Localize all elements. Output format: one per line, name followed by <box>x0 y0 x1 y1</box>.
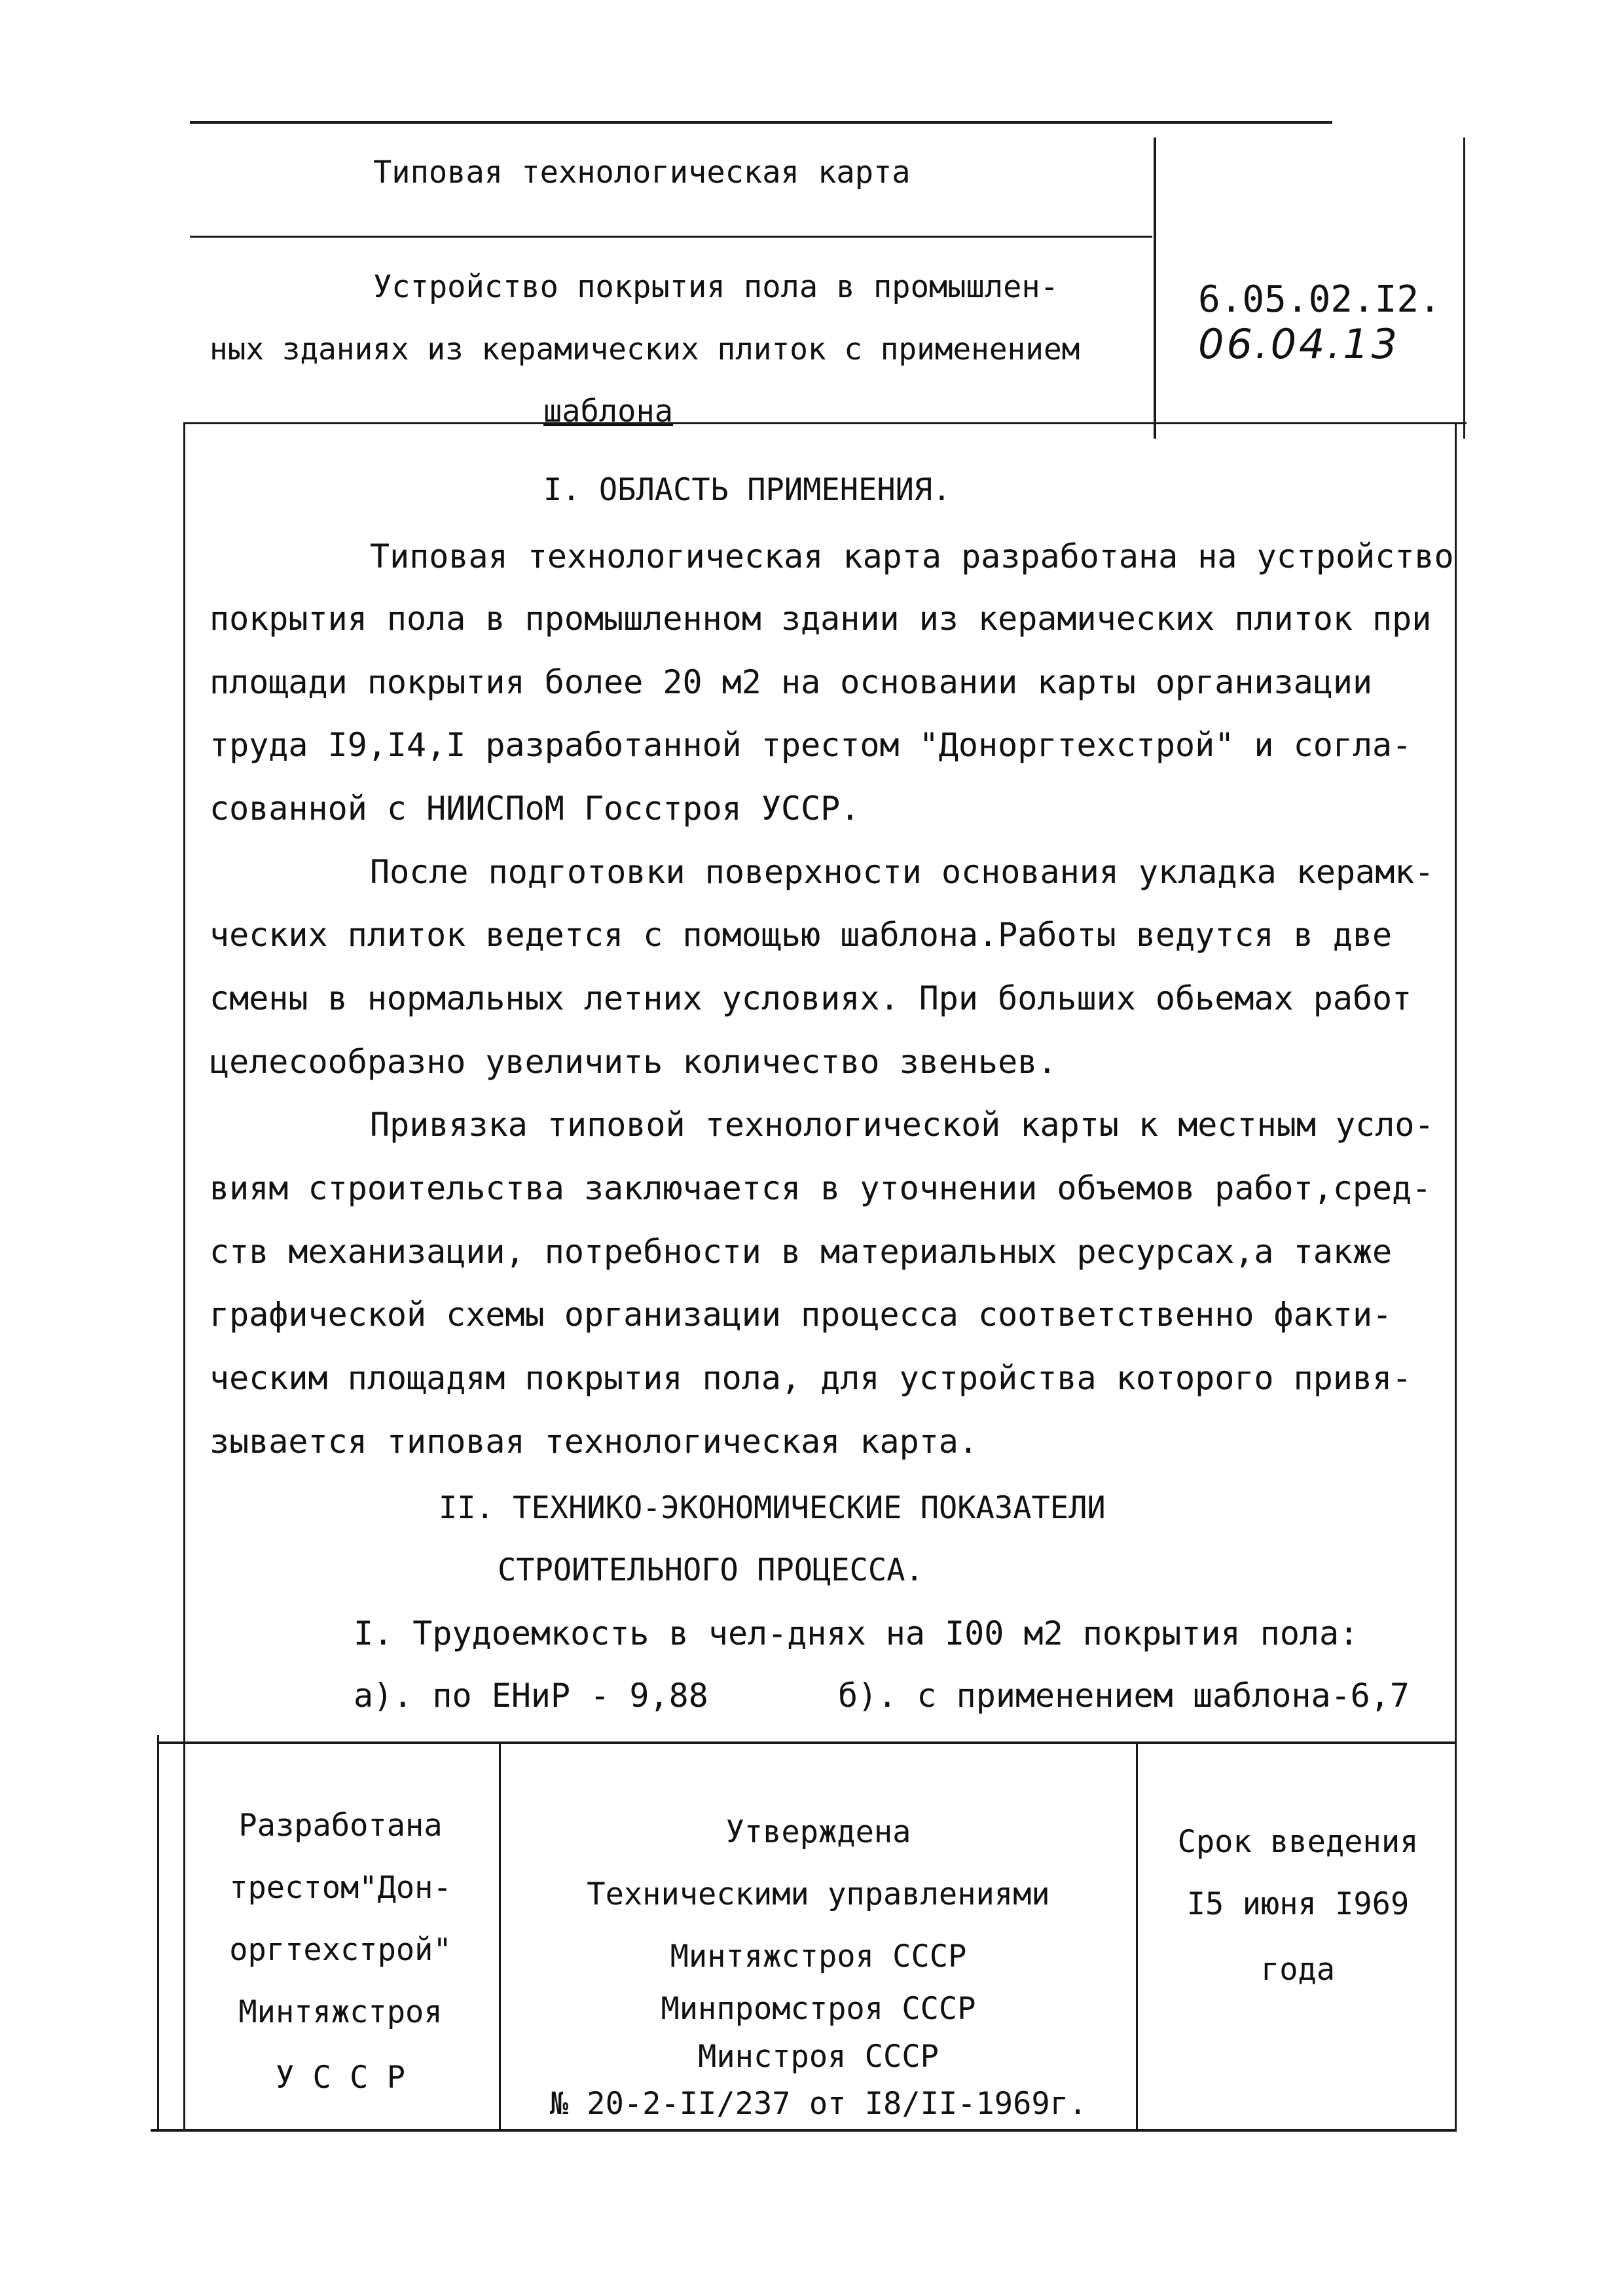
approved-by-line: Техническими управлениями <box>587 1876 1050 1912</box>
developed-by-line: трестом"Дон- <box>229 1870 452 1906</box>
section1-heading: I. ОБЛАСТЬ ПРИМЕНЕНИЯ. <box>543 472 951 508</box>
approved-by-line: Минстроя СССР <box>698 2039 939 2075</box>
subject-line-1: Устройство покрытия пола в промышлен- <box>373 269 1059 305</box>
developed-by-line: У С С Р <box>275 2060 406 2096</box>
developed-by-line: Разработана <box>238 1808 443 1844</box>
footer-divider-2 <box>1136 1743 1138 2130</box>
header-rule-2 <box>183 422 1467 424</box>
top-border <box>190 121 1332 124</box>
left-border-main <box>157 1735 159 2131</box>
section1-line: ческим площадям покрытия пола, для устройства которого привя- <box>210 1359 1412 1397</box>
effective-date-line: Срок введения <box>1177 1824 1419 1860</box>
section2-heading-line2: СТРОИТЕЛЬНОГО ПРОЦЕССА. <box>498 1552 924 1588</box>
section2-item1-a: а). по ЕНиР - 9,88 <box>354 1677 708 1715</box>
section1-line: целесообразно увеличить количество звеньев. <box>210 1043 1057 1081</box>
effective-date-line: года <box>1260 1952 1336 1988</box>
section1-line: зывается типовая технологическая карта. <box>210 1423 978 1461</box>
card-type-title: Типовая технологическая карта <box>373 155 911 191</box>
section1-line: графической схемы организации процесса соответственно факти- <box>210 1296 1393 1334</box>
effective-date-line: I5 июня I969 <box>1186 1886 1410 1922</box>
footer-top-rule <box>157 1741 1457 1744</box>
header-code-divider <box>1154 137 1156 439</box>
subject-line-2: ных зданиях из керамических плиток с применением <box>210 331 1080 367</box>
section2-item1: I. Трудоемкость в чел-днях на I00 м2 покрытия пола: <box>354 1614 1359 1652</box>
section1-line: смены в нормальных летних условиях. При больших обьемах работ <box>210 979 1412 1017</box>
right-border-header <box>1463 137 1465 439</box>
section2-heading-line1: II. ТЕХНИКО-ЭКОНОМИЧЕСКИЕ ПОКАЗАТЕЛИ <box>439 1490 1106 1526</box>
card-code-printed: 6.05.02.I2. <box>1198 278 1441 321</box>
section1-line: Типовая технологическая карта разработана на устройство <box>370 538 1454 575</box>
developed-by-line: оргтехстрой" <box>229 1932 452 1968</box>
section1-line: площади покрытия более 20 м2 на основании карты организации <box>210 663 1373 701</box>
section1-line: покрытия пола в промышленном здании из керамических плиток при <box>210 600 1432 638</box>
subject-line-3: шаблона <box>543 393 674 429</box>
section1-line: Привязка типовой технологической карты к местным усло- <box>370 1106 1434 1144</box>
footer-divider-1 <box>499 1743 501 2130</box>
section1-line: сованной с НИИСПоМ Госстроя УССР. <box>210 790 860 828</box>
approved-by-line: № 20-2-II/237 от I8/II-1969г. <box>549 2086 1087 2122</box>
section1-line: После подготовки поверхности основания укладка керамк- <box>370 853 1434 891</box>
approved-by-line: Утверждена <box>725 1814 911 1850</box>
section1-line: труда I9,I4,I разработанной трестом "Доноргтехстрой" и согла- <box>210 726 1412 764</box>
header-rule-1 <box>190 236 1152 238</box>
card-code-handwritten: 06.04.13 <box>1198 320 1400 368</box>
right-border <box>1455 422 1457 2131</box>
approved-by-line: Минпромстроя СССР <box>661 1991 976 2027</box>
section1-line: ств механизации, потребности в материальных ресурсах,а также <box>210 1233 1393 1271</box>
approved-by-line: Минтяжстроя СССР <box>670 1939 967 1975</box>
developed-by-line: Минтяжстроя <box>238 1994 443 2030</box>
section1-line: ческих плиток ведется с помощью шаблона.Работы ведутся в две <box>210 916 1393 954</box>
section1-line: виям строительства заключается в уточнении объемов работ,сред- <box>210 1169 1432 1207</box>
section2-item1-b: б). с применением шаблона-6,7 <box>838 1677 1410 1715</box>
footer-bottom-rule <box>151 2129 1457 2132</box>
left-border <box>183 422 185 2131</box>
